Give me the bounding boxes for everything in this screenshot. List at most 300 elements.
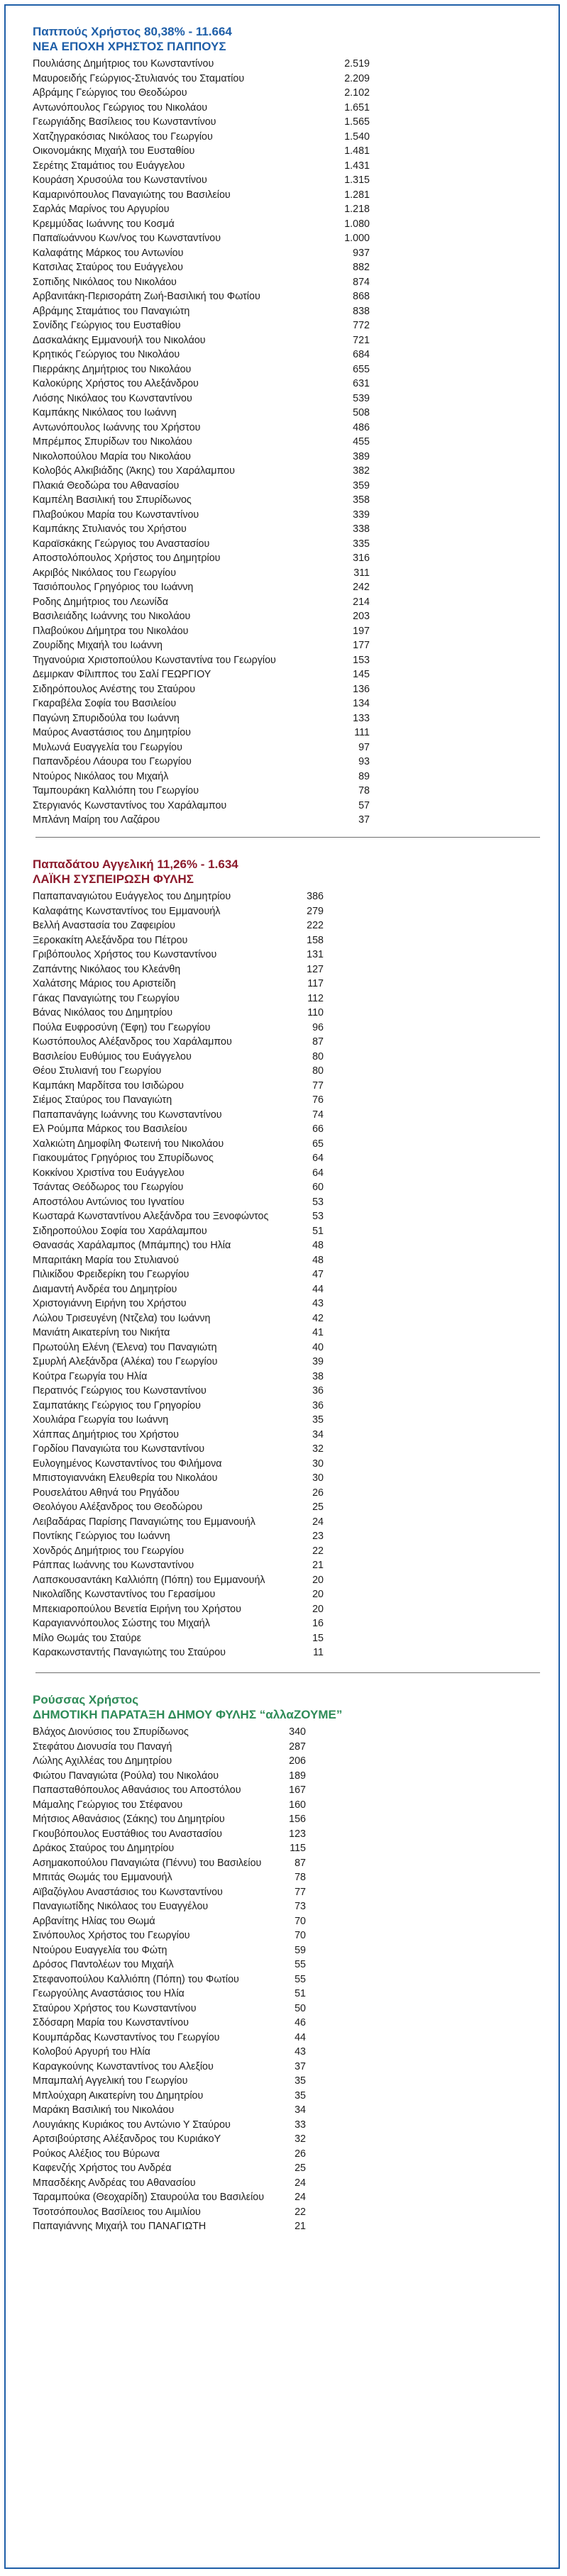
vote-count: 55 [294, 1973, 306, 1985]
result-row [33, 770, 537, 784]
vote-count: 78 [294, 1872, 306, 1883]
result-row [33, 2147, 537, 2162]
result-row [33, 231, 537, 246]
result-row [33, 260, 537, 275]
vote-count: 316 [353, 553, 370, 564]
candidate-name: Μίλο Θωμάς του Σταύρε [33, 1632, 141, 1644]
candidate-name: Ακριβός Νικόλαος του Γεωργίου [33, 567, 177, 579]
candidate-name: Σαμπατάκης Γεώργιος του Γρηγορίου [33, 1399, 201, 1411]
candidate-name: Στεργιανός Κωνσταντίνος του Χαράλαμπου [33, 799, 227, 811]
result-row [33, 784, 537, 799]
candidate-name: Μήτσιος Αθανάσιος (Σάκης) του Δημητρίου [33, 1814, 225, 1825]
result-row [33, 1384, 537, 1399]
result-row [33, 1442, 537, 1457]
result-row [33, 962, 537, 977]
result-row [33, 1311, 537, 1326]
vote-count: 50 [294, 2002, 306, 2014]
vote-count: 20 [312, 1603, 324, 1615]
vote-count: 111 [354, 727, 370, 738]
candidate-name: Γιακουμάτος Γρηγόριος του Σπυρίδωνος [33, 1153, 214, 1164]
vote-count: 21 [312, 1560, 324, 1571]
candidate-name: Κωστόπουλος Αλέξανδρος του Χαράλαμπου [33, 1036, 232, 1048]
result-row [33, 1987, 537, 2002]
vote-count: 1.540 [344, 131, 370, 143]
result-row [33, 508, 537, 523]
candidate-name: Κουμπάρδας Κωνσταντίνος του Γεωργίου [33, 2031, 220, 2043]
result-row [33, 1928, 537, 1943]
result-row [33, 1827, 537, 1842]
candidate-name: Διαμαντή Ανδρέα του Δημητρίου [33, 1283, 177, 1295]
result-row [33, 1253, 537, 1268]
result-row [33, 1413, 537, 1428]
vote-count: 455 [353, 436, 370, 448]
vote-count: 358 [353, 494, 370, 506]
result-row [33, 624, 537, 639]
candidate-name: Ντούρου Ευαγγελία του Φώτη [33, 1944, 167, 1956]
candidate-name: Δρόσος Παντολέων του Μιχαήλ [33, 1959, 174, 1970]
candidate-name: Σοπιδης Νικόλαος του Νικολάου [33, 276, 177, 288]
result-row [33, 1856, 537, 1871]
vote-count: 136 [353, 683, 370, 695]
result-row [33, 2190, 537, 2205]
result-row [33, 1500, 537, 1515]
candidate-name: Αβράμης Σταμάτιος του Παναγιώτη [33, 305, 190, 317]
candidate-name: Πλακιά Θεοδώρα του Αθανασίου [33, 479, 180, 492]
result-row [33, 889, 537, 904]
vote-count: 39 [312, 1356, 324, 1367]
vote-count: 35 [312, 1414, 324, 1426]
vote-count: 2.519 [344, 58, 370, 70]
candidate-name: Κολοβός Αλκιβιάδης (Άκης) του Χαράλαμπου [33, 465, 235, 477]
council-results-list [33, 889, 537, 1660]
vote-count: 80 [312, 1065, 324, 1077]
candidate-name: Μαράκη Βασιλική του Νικολάου [33, 2104, 175, 2116]
vote-count: 76 [312, 1094, 324, 1106]
vote-count: 46 [294, 2017, 306, 2028]
vote-count: 25 [312, 1501, 324, 1513]
result-row [33, 740, 537, 755]
vote-count: 32 [294, 2133, 306, 2145]
vote-count: 127 [307, 963, 324, 975]
candidate-name: Μανιάτη Αικατερίνη του Νικήτα [33, 1327, 170, 1338]
result-row [33, 580, 537, 595]
result-row [33, 696, 537, 711]
candidate-name: Μπαριτάκη Μαρία του Στυλιανού [33, 1254, 179, 1266]
candidate-name: Πιερράκης Δημήτριος του Νικολάου [33, 363, 192, 375]
candidate-name: Ζαπάντης Νικόλαος του Κλεάνθη [33, 963, 181, 975]
vote-count: 44 [294, 2031, 306, 2043]
candidate-name: Σινόπουλος Χρήστος του Γεωργίου [33, 1930, 190, 1941]
vote-count: 117 [307, 978, 324, 989]
vote-count: 24 [312, 1516, 324, 1528]
vote-count: 214 [353, 596, 370, 608]
vote-count: 78 [358, 785, 370, 796]
result-row [33, 1151, 537, 1166]
result-row [33, 918, 537, 933]
candidate-name: Παπαϊωάννου Κων/νος του Κωνσταντίνου [33, 233, 221, 244]
vote-count: 131 [307, 949, 324, 960]
vote-count: 47 [312, 1269, 324, 1280]
candidate-name: Αρτσιβούρτσης Αλέξανδρος του ΚυριάκοΥ [33, 2133, 221, 2145]
vote-count: 16 [312, 1618, 324, 1629]
section-divider [35, 837, 540, 838]
vote-count: 838 [353, 305, 370, 317]
candidate-name: Κουράση Χρυσούλα του Κωνσταντίνου [33, 174, 207, 186]
result-row [33, 1769, 537, 1784]
candidate-name: Μπασδέκης Ανδρέας του Αθανασίου [33, 2177, 196, 2189]
vote-count: 1.000 [344, 233, 370, 244]
candidate-name: Ροδης Δημήτριος του Λεωνίδα [33, 596, 168, 608]
candidate-name: Γκουβόπουλος Ευστάθιος του Αναστασίου [33, 1828, 222, 1840]
result-row [33, 1166, 537, 1181]
vote-count: 43 [312, 1298, 324, 1309]
candidate-name: Χουλιάρα Γεωργία του Ιωάννη [33, 1414, 169, 1426]
candidate-name: Λουγιάκης Κυριάκος του Αντώνιο Υ Σταύρου [33, 2119, 231, 2131]
result-row [33, 1282, 537, 1297]
vote-count: 64 [312, 1167, 324, 1179]
vote-count: 134 [353, 698, 370, 709]
candidate-name: Σιέμος Σταύρος του Παναγιώτη [33, 1094, 172, 1106]
candidate-name: Αποστόλου Αντώνιος του Ιγνατίου [33, 1196, 185, 1208]
result-row [33, 57, 537, 72]
candidate-name: Σερέτης Σταμάτιος του Ευάγγελου [33, 160, 185, 172]
vote-count: 2.102 [344, 87, 370, 99]
result-row [33, 595, 537, 610]
vote-count: 36 [312, 1385, 324, 1397]
result-row [33, 948, 537, 962]
section-header-party: ΝΕΑ ΕΠΟΧΗ ΧΡΗΣΤΟΣ ΠΑΠΠΟΥΣ [33, 40, 226, 53]
result-row [33, 2045, 537, 2060]
result-row [33, 2132, 537, 2147]
result-row [33, 1914, 537, 1929]
candidate-name: Οικονομάκης Μιχαήλ του Ευσταθίου [33, 145, 195, 157]
result-row [33, 609, 537, 624]
result-row [33, 1021, 537, 1036]
candidate-name: Βελλή Αναστασία του Ζαφειρίου [33, 920, 175, 931]
candidate-name: Γάκας Παναγιώτης του Γεωργίου [33, 992, 180, 1004]
candidate-name: Περατινός Γεώργιος του Κωνσταντίνου [33, 1385, 207, 1397]
candidate-name: Χάππας Δημήτριος του Χρήστου [33, 1428, 179, 1440]
vote-count: 30 [312, 1458, 324, 1470]
result-row [33, 1399, 537, 1414]
vote-count: 882 [353, 262, 370, 273]
vote-count: 48 [312, 1254, 324, 1266]
candidate-name: Καφενζής Χρήστος του Ανδρέα [33, 2163, 172, 2174]
candidate-name: Καραγκούνης Κωνσταντίνος του Αλεξίου [33, 2060, 214, 2072]
vote-count: 486 [353, 421, 370, 433]
candidate-name: Νικολοπούλου Μαρία του Νικολάου [33, 450, 191, 462]
vote-count: 1.565 [344, 116, 370, 128]
candidate-name: Ρουσελάτου Αθηνά του Ρηγάδου [33, 1487, 180, 1499]
result-row [33, 1238, 537, 1253]
candidate-name: Χριστογιάννη Ειρήνη του Χρήστου [33, 1298, 187, 1309]
vote-count: 145 [353, 669, 370, 680]
candidate-name: Κούτρα Γεωργία του Ηλία [33, 1370, 148, 1382]
result-row [33, 1798, 537, 1813]
result-row [33, 1195, 537, 1210]
vote-count: 40 [312, 1341, 324, 1353]
vote-count: 30 [312, 1472, 324, 1484]
candidate-name: Παπανδρέου Λάουρα του Γεωργίου [33, 756, 192, 767]
vote-count: 60 [312, 1182, 324, 1193]
result-row [33, 450, 537, 465]
vote-count: 386 [307, 891, 324, 902]
result-row [33, 1340, 537, 1355]
candidate-name: Φιώτου Παναγιώτα (Ρούλα) του Νικολάου [33, 1770, 219, 1782]
candidate-name: Αντωνόπουλος Γεώργιος του Νικολάου [33, 101, 208, 113]
result-row [33, 638, 537, 653]
vote-count: 655 [353, 363, 370, 375]
result-row [33, 933, 537, 948]
vote-count: 35 [294, 2075, 306, 2087]
result-row [33, 217, 537, 232]
result-row [33, 1137, 537, 1152]
vote-count: 359 [353, 479, 370, 492]
vote-count: 868 [353, 291, 370, 302]
candidate-name: Παπασταθόπουλος Αθανάσιος του Αποστόλου [33, 1784, 241, 1796]
candidate-name: Θέου Στυλιανή του Γεωργίου [33, 1065, 162, 1077]
vote-count: 37 [294, 2060, 306, 2072]
result-row [33, 188, 537, 203]
result-row [33, 1079, 537, 1094]
candidate-name: Παπαγιάννης Μιχαήλ του ΠΑΝΑΓΙΩΤΗ [33, 2221, 207, 2232]
section-header-party: ΔΗΜΟΤΙΚΗ ΠΑΡΑΤΑΞΗ ΔΗΜΟΥ ΦΥΛΗΣ “αλλαΖΟΥΜΕ” [33, 1708, 343, 1721]
result-row [33, 304, 537, 319]
candidate-section-pappous [33, 24, 537, 828]
candidate-name: Χαλκιώτη Δημοφίλη Φωτεινή του Νικολάου [33, 1138, 224, 1150]
vote-count: 115 [290, 1843, 306, 1854]
candidate-name: Χατζηγρακόσιας Νικόλαος του Γεωργίου [33, 131, 213, 143]
result-row [33, 667, 537, 682]
result-row [33, 2060, 537, 2075]
result-row [33, 1899, 537, 1914]
vote-count: 34 [294, 2104, 306, 2116]
candidate-name: Λιόσης Νικόλαος του Κωνσταντίνου [33, 392, 192, 404]
vote-count: 87 [312, 1036, 324, 1048]
result-row [33, 1370, 537, 1384]
result-row [33, 755, 537, 770]
candidate-name: Καμπέλη Βασιλική του Σπυρίδωνος [33, 494, 192, 506]
result-row [33, 726, 537, 740]
result-row [33, 1515, 537, 1530]
candidate-name: Θανασάς Χαράλαμπος (Μπάμπης) του Ηλία [33, 1240, 231, 1251]
results-panel [4, 4, 560, 2569]
candidate-name: Σταύρου Χρήστος του Κωνσταντίνου [33, 2002, 197, 2014]
result-row [33, 682, 537, 697]
vote-count: 123 [289, 1828, 306, 1840]
result-row [33, 566, 537, 581]
candidate-name: Βασιλειάδης Ιωάννης του Νικολάου [33, 611, 191, 622]
candidate-name: Πουλιάσης Δημήτριος του Κωνσταντίνου [33, 58, 214, 70]
vote-count: 287 [289, 1741, 306, 1753]
vote-count: 70 [294, 1915, 306, 1927]
candidate-name: Μαυροειδής Γεώργιος-Στυλιανός του Σταματίου [33, 72, 245, 84]
vote-count: 74 [312, 1109, 324, 1121]
result-row [33, 904, 537, 919]
candidate-name: Καλοκύρης Χρήστος του Αλεξάνδρου [33, 378, 199, 389]
vote-count: 167 [289, 1784, 306, 1796]
candidate-name: Ξεροκακίτη Αλεξάνδρα του Πέτρου [33, 934, 188, 946]
vote-count: 133 [353, 712, 370, 724]
candidate-name: Σαρλάς Μαρίνος του Αργυρίου [33, 204, 170, 215]
vote-count: 48 [312, 1240, 324, 1251]
candidate-name: Κοκκίνου Χριστίνα του Ευάγγελου [33, 1167, 185, 1179]
candidate-name: Σδόσαρη Μαρία του Κωνσταντίνου [33, 2017, 189, 2028]
result-row [33, 72, 537, 87]
candidate-name: Κρητικός Γεώργιος του Νικολάου [33, 349, 180, 360]
vote-count: 21 [294, 2221, 306, 2232]
candidate-name: Στεφάτου Διονυσία του Παναγή [33, 1741, 172, 1753]
candidate-name: Ράππας Ιωάννης του Κωνσταντίνου [33, 1560, 194, 1571]
result-row [33, 479, 537, 494]
result-row [33, 2176, 537, 2191]
vote-count: 1.315 [344, 174, 370, 186]
vote-count: 23 [312, 1531, 324, 1542]
candidate-name: Χαλάτσης Μάριος του Αριστείδη [33, 978, 176, 989]
vote-count: 87 [294, 1857, 306, 1869]
vote-count: 43 [294, 2046, 306, 2058]
vote-count: 110 [307, 1007, 324, 1018]
result-row [33, 2074, 537, 2089]
section-header-party: ΛΑΪΚΗ ΣΥΣΠΕΙΡΩΣΗ ΦΥΛΗΣ [33, 872, 194, 886]
vote-count: 44 [312, 1283, 324, 1295]
result-row [33, 289, 537, 304]
vote-count: 51 [312, 1225, 324, 1237]
result-row [33, 159, 537, 174]
result-row [33, 977, 537, 992]
candidate-section-papadatou [33, 857, 537, 1660]
result-row [33, 537, 537, 552]
vote-count: 57 [358, 799, 370, 811]
result-row [33, 2161, 537, 2176]
candidate-name: Παγώνη Σπυριδούλα του Ιωάννη [33, 712, 180, 724]
result-row [33, 1616, 537, 1631]
candidate-name: Μπιτάς Θωμάς του Εμμανουήλ [33, 1872, 172, 1883]
result-row [33, 1544, 537, 1559]
vote-count: 206 [289, 1755, 306, 1767]
result-row [33, 653, 537, 668]
candidate-name: Σονίδης Γεώργιος του Ευσταθίου [33, 320, 181, 331]
vote-count: 684 [353, 349, 370, 360]
vote-count: 35 [294, 2089, 306, 2102]
section-divider [35, 1672, 540, 1673]
candidate-name: Πρωτούλη Ελένη (Έλενα) του Παναγιώτη [33, 1341, 217, 1353]
candidate-name: Λώλου Τρισευγένη (Ντζελα) του Ιωάννη [33, 1312, 211, 1324]
candidate-name: Καλαφάτης Μάρκος του Αντωνίου [33, 247, 184, 259]
result-row [33, 1224, 537, 1239]
vote-count: 1.431 [344, 160, 370, 172]
vote-count: 26 [312, 1487, 324, 1499]
vote-count: 721 [353, 334, 370, 346]
candidate-name: Ταραμπούκα (Θεοχαρίδη) Σταυρούλα του Βασιλείου [33, 2192, 265, 2203]
vote-count: 93 [358, 756, 370, 767]
candidate-name: Καρακωνσταντής Παναγιώτης του Σταύρου [33, 1647, 226, 1658]
candidate-name: Ευλογημένος Κωνσταντίνος του Φιλήμονα [33, 1458, 222, 1470]
vote-count: 77 [312, 1079, 324, 1092]
result-row [33, 1645, 537, 1660]
vote-count: 340 [289, 1726, 306, 1738]
candidate-name: Μαύρος Αναστάσιος του Δημητρίου [33, 727, 192, 738]
candidate-name: Δεμιρκαν Φίλιππος του Σαλί ΓΕΩΡΓΙΟΥ [33, 669, 211, 680]
result-row [33, 464, 537, 479]
section-header-candidate: Ρούσσας Χρήστος [33, 1693, 139, 1706]
result-row [33, 813, 537, 828]
vote-count: 11 [313, 1647, 324, 1658]
candidate-name: Μάμαλης Γεώργιος του Στέφανου [33, 1799, 183, 1811]
result-row [33, 1297, 537, 1311]
vote-count: 53 [312, 1211, 324, 1222]
candidate-name: Γκαραβέλα Σοφία του Βασιλείου [33, 698, 177, 709]
vote-count: 38 [312, 1370, 324, 1382]
result-row [33, 1558, 537, 1573]
candidate-name: Αρβανιτάκη-Περισοράτη Ζωή-Βασιλική του Φωτίου [33, 291, 260, 302]
result-row [33, 1471, 537, 1486]
vote-count: 34 [312, 1428, 324, 1440]
candidate-name: Καλαφάτης Κωνσταντίνος του Εμμανουήλ [33, 905, 221, 917]
result-row [33, 1870, 537, 1885]
result-row [33, 1122, 537, 1137]
result-row [33, 2205, 537, 2220]
vote-count: 41 [312, 1327, 324, 1338]
vote-count: 89 [358, 770, 370, 782]
vote-count: 539 [353, 392, 370, 404]
vote-count: 59 [294, 1944, 306, 1956]
vote-count: 66 [312, 1123, 324, 1135]
vote-count: 197 [353, 625, 370, 637]
result-row [33, 275, 537, 290]
vote-count: 25 [294, 2163, 306, 2174]
vote-count: 64 [312, 1153, 324, 1164]
vote-count: 1.281 [344, 189, 370, 201]
result-row [33, 377, 537, 392]
candidate-name: Πούλα Ευφροσύνη (Έφη) του Γεωργίου [33, 1021, 211, 1033]
result-row [33, 333, 537, 348]
result-row [33, 2089, 537, 2104]
result-row [33, 1108, 537, 1123]
result-row [33, 1486, 537, 1501]
result-row [33, 101, 537, 116]
candidate-name: Γεωργούλης Αναστάσιος του Ηλία [33, 1988, 185, 1999]
candidate-name: Ασημακοπούλου Παναγιώτα (Πέννυ) του Βασιλείου [33, 1857, 262, 1869]
candidate-name: Αϊβαζόγλου Αναστάσιος του Κωνσταντίνου [33, 1886, 223, 1898]
section-header-candidate: Παππούς Χρήστος 80,38% - 11.664 [33, 25, 232, 38]
vote-count: 112 [307, 992, 324, 1004]
candidate-name: Καμαρινόπουλος Παναγιώτης του Βασιλείου [33, 189, 231, 201]
candidate-name: Μπαμπαλή Αγγελική του Γεωργίου [33, 2075, 188, 2087]
candidate-name: Λειβαδάρας Παρίσης Παναγιώτης του Εμμανουήλ [33, 1516, 255, 1528]
vote-count: 20 [312, 1574, 324, 1586]
candidate-name: Κατσιλας Σταύρος του Ευάγγελου [33, 262, 183, 273]
vote-count: 96 [312, 1021, 324, 1033]
vote-count: 222 [307, 920, 324, 931]
vote-count: 203 [353, 611, 370, 622]
candidate-name: Καραγιαννόπουλος Σώστης του Μιχαήλ [33, 1618, 210, 1629]
vote-count: 335 [353, 538, 370, 550]
vote-count: 36 [312, 1399, 324, 1411]
vote-count: 156 [289, 1814, 306, 1825]
result-row [33, 1035, 537, 1050]
vote-count: 339 [353, 509, 370, 521]
result-row [33, 1428, 537, 1443]
result-row [33, 1573, 537, 1588]
result-row [33, 421, 537, 435]
candidate-name: Σμυρλή Αλεξάνδρα (Αλέκα) του Γεωργίου [33, 1356, 218, 1367]
vote-count: 160 [289, 1799, 306, 1811]
result-row [33, 202, 537, 217]
candidate-name: Καμπάκης Στυλιανός του Χρήστου [33, 523, 187, 535]
result-row [33, 2118, 537, 2133]
candidate-name: Ρούκος Αλέξιος του Βύρωνα [33, 2148, 160, 2160]
